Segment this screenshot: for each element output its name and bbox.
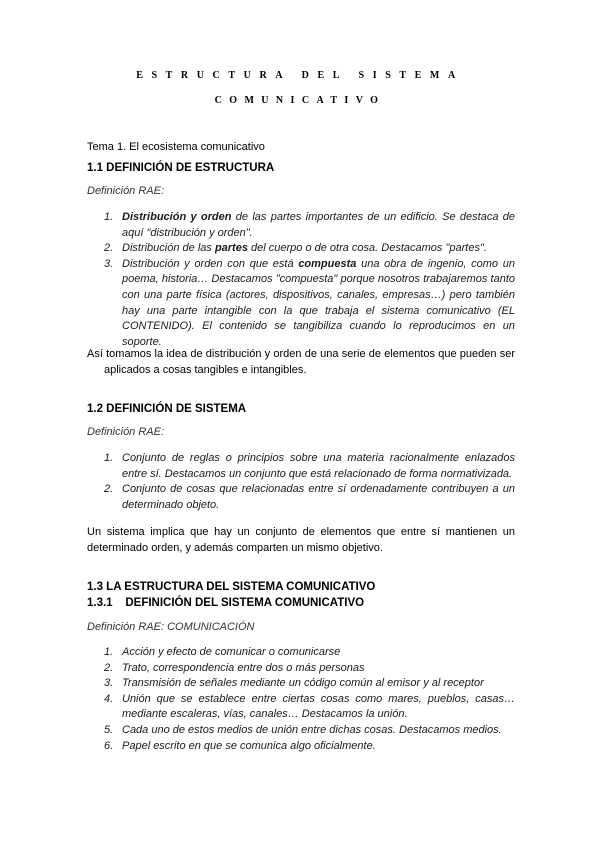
list-text: Unión que se establece entre ciertas cosas como mares, pueblos, casas… mediante escaleras, vías, canales… Destacamos la unión. xyxy=(122,692,515,721)
list-item xyxy=(87,723,515,739)
definition-label: Definición RAE: xyxy=(87,185,165,197)
list-text: Acción y efecto de comunicar o comunicarse xyxy=(122,646,341,658)
list-item xyxy=(87,739,515,755)
highlight-term: partes xyxy=(214,242,248,255)
list-item xyxy=(87,692,515,723)
list-text-pre: Distribución y orden con que está xyxy=(122,257,299,270)
section-heading-sistema: 1.2 DEFINICIÓN DE SISTEMA xyxy=(87,403,247,415)
list-text: Conjunto de cosas que relacionadas entre sí ordenadamente contribuyen a un determinado objeto. xyxy=(122,483,515,511)
document-title-line-2: COMUNICATIVO xyxy=(214,95,386,106)
list-number: 4. xyxy=(104,692,114,705)
topic-title: Tema 1. El ecosistema comunicativo xyxy=(87,141,265,153)
list-number: 1. xyxy=(104,452,114,464)
document-title-line-1: ESTRUCTURA DEL SISTEMA xyxy=(136,70,464,81)
summary-paragraph: Así tomamos la idea de distribución y orden de una serie de elementos que pueden ser aplicados a cosas tangibles e intangibles. xyxy=(87,348,515,376)
list-item xyxy=(87,257,515,351)
subsection-heading: 1.3.1 DEFINICIÓN DEL SISTEMA COMUNICATIVO xyxy=(87,597,365,609)
highlight-term: Distribución y orden xyxy=(122,211,232,223)
list-number: 2. xyxy=(104,661,114,674)
list-text-pre: Distribución de las xyxy=(122,242,215,255)
list-text: de las partes importantes de un edificio. Se destaca de aquí "distribución y orden". xyxy=(122,211,515,239)
list-number: 1. xyxy=(104,211,114,223)
list-text: Papel escrito en que se comunica algo oficialmente. xyxy=(122,739,376,752)
section-heading-estructura-sistema: 1.3 LA ESTRUCTURA DEL SISTEMA COMUNICATIVO xyxy=(87,581,376,593)
list-item xyxy=(87,645,515,661)
list-text: Transmisión de señales mediante un código común al emisor y al receptor xyxy=(122,677,484,690)
list-item xyxy=(87,676,515,692)
definition-list-sistema xyxy=(87,451,515,513)
highlight-term: compuesta xyxy=(298,257,357,270)
definition-list-estructura xyxy=(87,210,515,350)
definition-label: Definición RAE: xyxy=(87,426,165,438)
list-number: 2. xyxy=(104,483,114,496)
list-item xyxy=(87,482,515,513)
list-number: 6. xyxy=(104,739,114,752)
definition-list-comunicacion xyxy=(87,645,515,754)
list-item xyxy=(87,210,515,241)
list-item xyxy=(87,451,515,482)
list-text: una obra de ingenio, como un poema, historia… Destacamos "compuesta" porque nosotros trabajaremos tanto con una parte física (actores, dispositivos, canales, empresas…) pero también hay una parte intangible con la que trabaja el sistema comunicativo (EL CONTENIDO). El contenido se tangibiliza cuando lo reproducimos en un soporte. xyxy=(122,257,515,348)
definition-label: Definición RAE: COMUNICACIÓN xyxy=(87,621,255,633)
section-heading-estructura: 1.1 DEFINICIÓN DE ESTRUCTURA xyxy=(87,162,275,174)
list-text: Trato, correspondencia entre dos o más personas xyxy=(122,661,365,674)
list-item xyxy=(87,661,515,677)
list-number: 3. xyxy=(104,257,114,270)
list-number: 3. xyxy=(104,677,114,690)
list-number: 2. xyxy=(104,242,114,255)
list-text: del cuerpo o de otra cosa. Destacamos "partes". xyxy=(247,242,487,255)
list-number: 5. xyxy=(104,723,114,736)
list-item xyxy=(87,241,515,257)
list-text: Conjunto de reglas o principios sobre una materia racionalmente enlazados entre sí. Destacamos un conjunto que está relacionado de forma normativizada. xyxy=(122,452,515,480)
list-text: Cada uno de estos medios de unión entre dichas cosas. Destacamos medios. xyxy=(122,723,502,736)
summary-paragraph: Un sistema implica que hay un conjunto de elementos que entre sí mantienen un determinado orden, y además comparten un mismo objetivo. xyxy=(87,526,515,554)
list-number: 1. xyxy=(104,646,114,658)
